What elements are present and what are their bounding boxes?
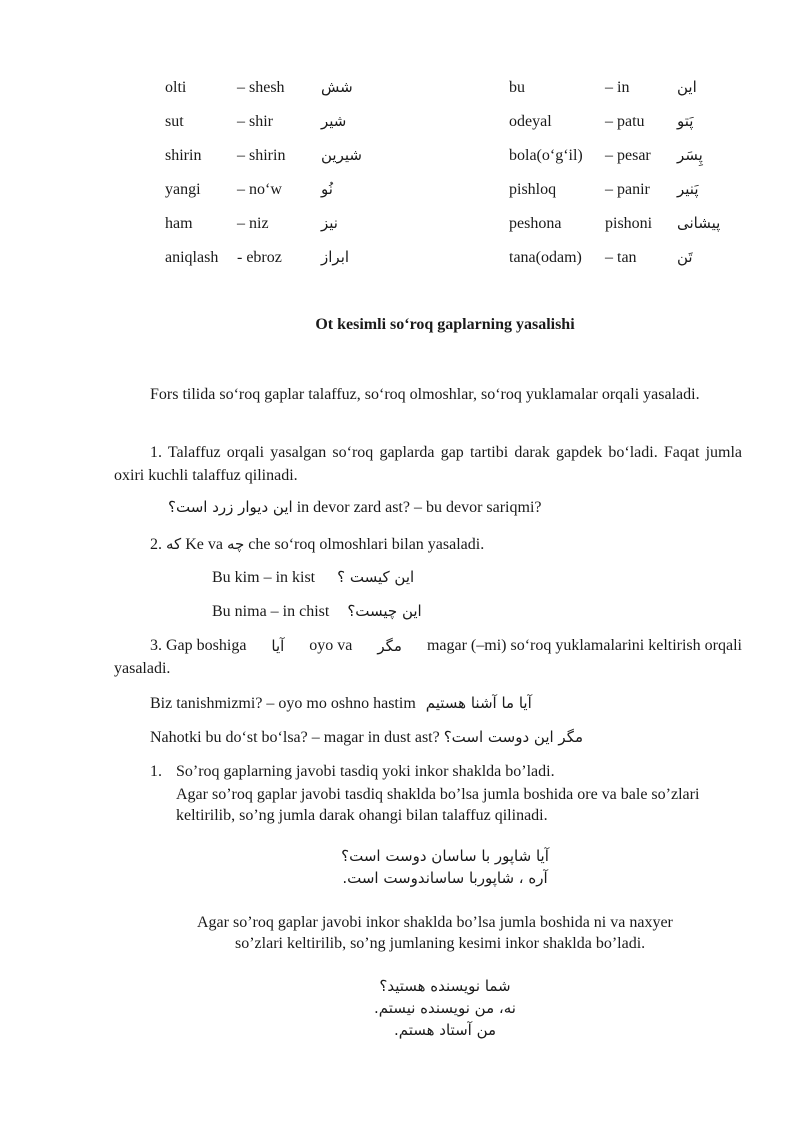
list-line: keltirilib, so’ng jumla darak ohangi bilan talaffuz qilinadi.: [176, 807, 548, 824]
vocab-uz: shirin: [165, 147, 202, 164]
vocab-row: [509, 146, 749, 170]
vocab-fa: پَنیر: [677, 180, 699, 198]
vocab-fa-latin: – shir: [237, 113, 273, 130]
vocab-fa-latin: pishoni: [605, 215, 653, 232]
item-1-paragraph: 1. Talaffuz orqali yasalgan so‘roq gaplarda gap tartibi darak gapdek bo‘ladi. Faqat jumla oxiri kuchli talaffuz qilinadi.: [114, 444, 742, 484]
vocab-row: [509, 78, 749, 102]
vocab-row: [165, 146, 405, 170]
vocab-uz: peshona: [509, 215, 562, 232]
vocab-row: [165, 248, 405, 272]
persian-text: شما نویسنده هستید؟: [379, 977, 511, 995]
vocab-fa: پیشانی: [677, 214, 721, 232]
vocab-row: [165, 214, 405, 238]
example-latin: Nahotki bu do‘st bo‘lsa? – magar in dust ast?: [150, 729, 440, 746]
vocab-uz: pishloq: [509, 181, 557, 198]
item-3-line-1: [150, 636, 742, 656]
vocab-fa-latin: - ebroz: [237, 249, 282, 266]
example-persian: آیا ما آشنا هستیم: [425, 694, 532, 712]
example-persian: این چیست؟: [347, 602, 422, 620]
che-persian: چه: [226, 535, 245, 553]
example-dust: [150, 727, 583, 748]
vocab-uz: olti: [165, 79, 187, 96]
vocab-fa-latin: – pesar: [605, 147, 651, 164]
example-persian: مگر این دوست است؟: [443, 728, 584, 746]
vocab-fa-latin: – no‘w: [237, 181, 282, 198]
vocab-row: [509, 248, 749, 272]
example-latin: Biz tanishmizmi? – oyo mo oshno hastim: [150, 695, 416, 712]
vocab-fa: شش: [321, 78, 353, 96]
vocab-fa-latin: – patu: [605, 113, 645, 130]
item-3-line-2: yasaladi.: [114, 660, 171, 677]
example-latin: Bu kim – in kist: [212, 569, 316, 586]
list-line: Agar so’roq gaplar javobi tasdiq shaklda bo’lsa jumla boshida ore va bale so’zlari: [176, 786, 700, 803]
negative-explanation-line-2: so’zlari keltirilib, so’ng jumlaning kesimi inkor shaklda bo’ladi.: [235, 935, 646, 952]
vocab-uz: bu: [509, 79, 525, 96]
vocab-fa: تَن: [677, 248, 693, 266]
vocab-fa: ابراز: [321, 248, 350, 266]
vocab-row: [165, 112, 405, 136]
vocab-fa: پَتو: [677, 112, 694, 130]
vocab-uz: tana(odam): [509, 249, 582, 266]
vocab-uz: bola(o‘g‘il): [509, 147, 583, 164]
item-2-suffix: che so‘roq olmoshlari bilan yasaladi.: [248, 536, 485, 553]
section-title: Ot kesimli so‘roq gaplarning yasalishi: [315, 316, 575, 333]
item-3-rest: magar (–mi) so‘roq yuklamalarini keltirish orqali: [426, 637, 742, 654]
vocab-fa: شیرین: [321, 146, 362, 164]
vocab-fa: نُو: [321, 180, 333, 198]
persian-text: من آستاد هستم.: [393, 1021, 497, 1039]
list-line: So’roq gaplarning javobi tasdiq yoki inkor shaklda bo’ladi.: [176, 763, 555, 780]
example-kim: [212, 567, 414, 588]
list-number: 1.: [150, 763, 162, 780]
item-3-start: 3. Gap boshiga: [150, 637, 247, 654]
vocab-fa-latin: – shirin: [237, 147, 286, 164]
persian-text: آره ، شاپوربا ساساندوست است.: [342, 869, 548, 887]
item-2-paragraph: [150, 534, 484, 555]
vocab-fa-latin: – shesh: [237, 79, 285, 96]
item-2-number: 2.: [150, 536, 162, 553]
persian-answer-1: [0, 869, 800, 888]
item-2-mid: Ke va: [185, 536, 223, 553]
vocab-row: [165, 78, 405, 102]
vocab-fa: نیز: [321, 214, 338, 232]
vocab-uz: yangi: [165, 181, 201, 198]
vocab-fa-latin: – panir: [605, 181, 650, 198]
example-tanish: [150, 693, 532, 714]
item-1-example: [168, 497, 542, 518]
persian-text: نه، من نویسنده نیستم.: [374, 999, 516, 1017]
example-latin: Bu nima – in chist: [212, 603, 330, 620]
item-3-oyo-va: oyo va: [309, 637, 353, 654]
example-nima: [212, 601, 422, 622]
example-latin: in devor zard ast? – bu devor sariqmi?: [296, 499, 542, 516]
intro-paragraph: Fors tilida so‘roq gaplar talaffuz, so‘roq olmoshlar, so‘roq yuklamalar orqali yasaladi.: [150, 386, 700, 403]
vocab-fa-latin: – in: [605, 79, 630, 96]
vocab-fa: پِسَر: [677, 146, 703, 164]
oyo-persian: آیا: [271, 637, 285, 655]
negative-explanation-line-1: Agar so’roq gaplar javobi inkor shaklda bo’lsa jumla boshida ni va naxyer: [197, 914, 673, 931]
vocab-fa: این: [677, 78, 697, 96]
vocab-uz: odeyal: [509, 113, 552, 130]
persian-answer-3: [0, 1021, 800, 1040]
persian-text: آیا شاپور با ساسان دوست است؟: [341, 847, 549, 865]
vocab-row: [509, 214, 749, 238]
example-persian: این دیوار زرد است؟: [168, 498, 293, 516]
vocab-uz: aniqlash: [165, 249, 219, 266]
persian-question-1: [0, 847, 800, 866]
vocab-row: [509, 112, 749, 136]
vocab-fa-latin: – niz: [237, 215, 269, 232]
vocab-uz: sut: [165, 113, 184, 130]
vocab-row: [165, 180, 405, 204]
vocab-fa: شیر: [321, 112, 347, 130]
magar-persian: مگر: [377, 637, 402, 655]
vocab-fa-latin: – tan: [605, 249, 637, 266]
persian-answer-2: [0, 999, 800, 1018]
vocab-uz: ham: [165, 215, 193, 232]
vocab-row: [509, 180, 749, 204]
example-persian: این کیست ؟: [337, 568, 415, 586]
persian-question-2: [0, 977, 800, 996]
ke-persian: که: [166, 535, 182, 553]
